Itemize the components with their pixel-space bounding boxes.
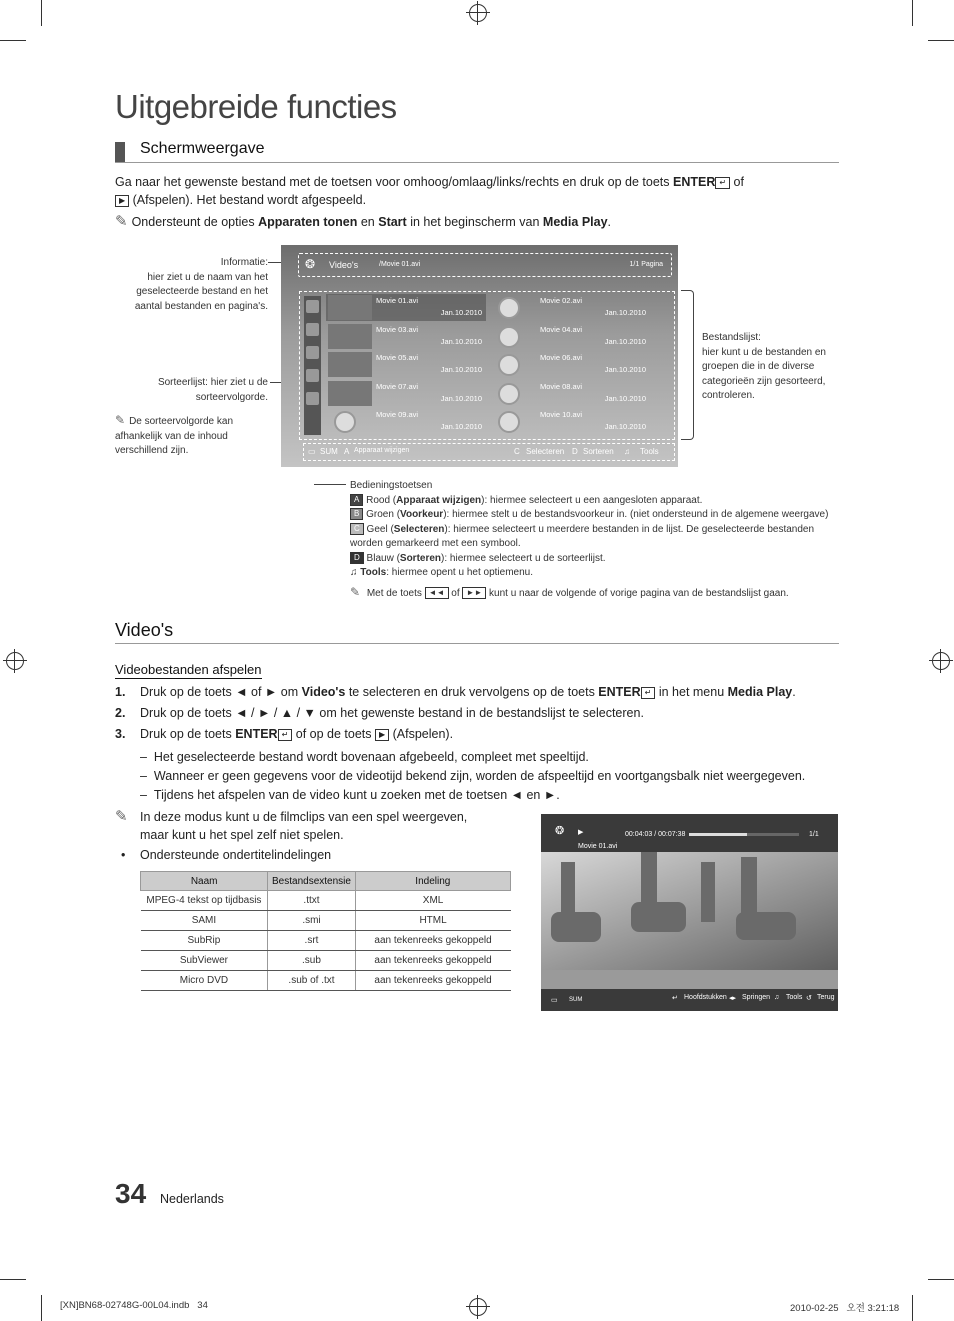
control-text: ): hiermee selecteert u meerdere bestanden in de lijst. De geselecteerde bestanden worden gemarkeerd met een symbool. (350, 523, 815, 549)
page-title: Uitgebreide functies (115, 88, 397, 125)
table-cell: SubViewer (141, 951, 268, 971)
table-cell: Micro DVD (141, 971, 268, 991)
control-text: ): hiermee selecteert u de sorteerlijst. (441, 552, 606, 564)
tools-icon[interactable]: ♫ (774, 994, 780, 1001)
tools-icon[interactable]: ♫ (624, 447, 630, 456)
section-heading-schermweergave: Schermweergave (140, 140, 265, 157)
file-item[interactable] (490, 380, 650, 407)
col-extension: Bestandsextensie (268, 872, 355, 891)
step-bold: Video's (301, 685, 346, 699)
sort-list (304, 296, 321, 435)
callout-line (314, 484, 346, 485)
control-bar (303, 443, 675, 461)
step-bold: ENTER (598, 685, 641, 699)
film-reel-icon (498, 297, 520, 319)
table-cell: SubRip (141, 931, 268, 951)
callout-sort-list: Sorteerlijst: hier ziet u de sorteervolgorde. (157, 377, 268, 403)
tools-label: Tools (640, 447, 659, 456)
col-name: Naam (141, 872, 268, 891)
file-list (299, 291, 675, 440)
dash-item: – Wanneer er geen gegevens voor de videotijd bekend zijn, worden de afspeeltijd en voortgangsbalk niet weergegeven. (140, 769, 806, 783)
control-note (350, 585, 835, 602)
file-date: Jan.10.2010 (604, 393, 646, 403)
registration-mark-icon (6, 652, 24, 670)
table-cell: .ttxt (268, 891, 355, 911)
enter-icon[interactable]: ↵ (672, 995, 678, 1002)
file-name: Movie 02.avi (540, 296, 583, 305)
sum-label: SUM (320, 447, 338, 456)
intro-text: Ga naar het gewenste bestand met de toetsen voor omhoog/omlaag/links/rechts en druk op de toets (115, 175, 673, 189)
progress-bar[interactable] (689, 833, 799, 836)
table-cell: HTML (355, 911, 510, 931)
intro-text: (Afspelen). Het bestand wordt afgespeeld. (129, 193, 367, 207)
print-file-info: [XN]BN68-02748G-00L04.indb 34 (60, 1300, 208, 1311)
table-row (141, 971, 511, 991)
a-key-icon: A (350, 494, 363, 506)
calendar-icon[interactable] (306, 346, 319, 359)
enter-key-icon: ↵ (278, 729, 293, 741)
control-tools (350, 566, 835, 581)
screen-path: /Movie 01.avi (379, 261, 421, 268)
note-pencil-icon: ✎ (350, 584, 361, 599)
film-reel-icon (498, 326, 520, 348)
red-a-button[interactable]: A (344, 447, 350, 456)
section-marker (115, 142, 125, 162)
note-media-play (115, 213, 815, 231)
note-game-clips (115, 808, 495, 864)
step-text: . (792, 685, 796, 699)
subtitle-formats-table (140, 871, 511, 991)
crop-mark (912, 1295, 913, 1321)
left-right-arrows-icon[interactable]: ◂▸ (729, 995, 737, 1002)
play-key-icon: ▶ (115, 195, 129, 207)
film-reel-icon (334, 411, 356, 433)
callout-file-list: Bestandslijst: hier kunt u de bestanden en groepen die in de diverse categorieën zijn gesorteerd, controleren. (702, 332, 826, 401)
section-heading-videos: Video's (115, 620, 174, 640)
video-player-screen (541, 814, 838, 1011)
note-text: De sorteervolgorde kan afhankelijk van de inhoud verschillend zijn. (115, 416, 234, 456)
dash-item: – Het geselecteerde bestand wordt bovenaan afgebeeld, compleet met speeltijd. (140, 750, 589, 764)
note-text: in het beginscherm van (406, 215, 543, 229)
b-key-icon: B (350, 508, 363, 520)
film-reel-icon: ❂ (555, 825, 565, 837)
note-bold: Media Play (542, 215, 608, 229)
control-green (350, 508, 835, 523)
note-text: en (357, 215, 379, 229)
crop-mark (928, 40, 954, 41)
file-item[interactable] (490, 294, 650, 321)
callout-bracket (681, 290, 694, 440)
file-date: Jan.10.2010 (440, 308, 482, 317)
step-text: Druk op de toets (140, 727, 236, 741)
star-icon[interactable] (306, 392, 319, 405)
select-label: Selecteren (526, 447, 565, 456)
sum-label: SUM (569, 997, 583, 1003)
file-date: Jan.10.2010 (440, 365, 482, 374)
table-cell: .sub (268, 951, 355, 971)
table-cell: SAMI (141, 911, 268, 931)
table-row (141, 931, 511, 951)
file-item[interactable] (490, 408, 650, 435)
dash-text: Wanneer er geen gegevens voor de videotijd bekend zijn, worden de afspeeltijd en voortgangsbalk niet weergegeven. (153, 769, 806, 783)
step-1: 1. Druk op de toets ◄ of ► om Video's te selecteren en druk vervolgens op de toets ENTER ↵ in het menu Media Play. (115, 685, 796, 699)
enter-label: ENTER (672, 175, 716, 189)
note-bold: Start (378, 215, 407, 229)
crop-mark (912, 0, 913, 26)
enter-key-icon: ↵ (715, 177, 730, 189)
table-cell: aan tekenreeks gekoppeld (355, 971, 510, 991)
table-cell: .sub of .txt (268, 971, 355, 991)
file-item[interactable] (490, 323, 650, 350)
crop-mark (0, 1279, 26, 1280)
table-cell: XML (355, 891, 510, 911)
control-bold: Selecteren (393, 523, 445, 535)
bullet-text: Ondersteunde ondertitelindelingen (140, 848, 332, 862)
file-name: Movie 10.avi (540, 410, 583, 419)
control-text: Blauw ( (363, 552, 400, 564)
giraffes-video-frame (541, 852, 838, 989)
file-item[interactable] (326, 351, 486, 378)
playback-time: 00:04:03 / 00:07:38 (625, 831, 686, 838)
crop-mark (928, 1279, 954, 1280)
control-text: of (448, 587, 463, 599)
step-2: 2. Druk op de toets ◄ / ► / ▲ / ▼ om het gewenste bestand in de bestandslijst te selecteren. (115, 706, 644, 720)
intro-text: of (730, 175, 744, 189)
registration-mark-icon (469, 4, 487, 22)
file-item[interactable] (490, 351, 650, 378)
crop-mark (0, 40, 26, 41)
control-text: Met de toets (366, 587, 425, 599)
rewind-key-icon: ◄◄ (425, 587, 449, 599)
file-date: Jan.10.2010 (604, 308, 646, 317)
file-item[interactable] (326, 294, 486, 321)
chapters-label: Hoofdstukken (684, 994, 727, 1001)
note-pencil-icon: ✎ (115, 808, 128, 825)
crop-mark (41, 0, 42, 26)
step-text: Druk op de toets ◄ / ► / ▲ / ▼ om het gewenste bestand in de bestandslijst te selecteren. (140, 706, 644, 720)
table-row (141, 891, 511, 911)
control-bold: Sorteren (399, 552, 442, 564)
tools-icon: ♫ (350, 567, 358, 578)
progress-fill (689, 833, 747, 836)
play-status-icon: ▶ (578, 829, 584, 836)
person-icon[interactable] (306, 323, 319, 336)
table-row (141, 951, 511, 971)
callout-information: Informatie: hier ziet u de naam van het geselecteerde bestand en het aantal bestanden en pagina's. (134, 257, 268, 312)
video-thumbnail (328, 324, 372, 349)
screen-page: 1/1 Pagina (629, 261, 663, 268)
d-key-icon: D (350, 552, 364, 564)
file-name: Movie 01.avi (578, 843, 618, 850)
control-text: Groen ( (363, 509, 401, 520)
file-name: Movie 05.avi (376, 353, 419, 362)
file-item[interactable] (326, 323, 486, 350)
control-text: ): hiermee stelt u de bestandsvoorkeur in. (niet ondersteund in de algemene weergave) (443, 509, 829, 520)
control-text: : hiermee opent u het optiemenu. (386, 567, 533, 578)
file-name: Movie 07.avi (376, 381, 419, 391)
yellow-c-button[interactable]: C (514, 447, 520, 456)
dash-text: Het geselecteerde bestand wordt bovenaan afgebeeld, compleet met speeltijd. (153, 750, 589, 764)
step-bold: Media Play (727, 685, 793, 699)
video-thumbnail (328, 352, 372, 377)
table-cell: aan tekenreeks gekoppeld (355, 931, 510, 951)
info-bar (298, 253, 672, 277)
table-cell: .srt (268, 931, 355, 951)
control-bold: Apparaat wijzigen (396, 494, 482, 506)
crop-mark (41, 1295, 42, 1321)
callout-sort-note (115, 413, 265, 459)
table-cell: MPEG-4 tekst op tijdbasis (141, 891, 268, 911)
note-pencil-icon: ✎ (115, 213, 128, 230)
page-language: Nederlands (160, 1192, 224, 1206)
page-number: 34 (115, 1178, 147, 1209)
return-icon[interactable]: ↺ (806, 995, 812, 1002)
step-text: of op de toets (292, 727, 375, 741)
enter-key-icon: ↵ (641, 687, 656, 699)
note-text: In deze modus kunt u de filmclips van een spel weergeven, maar kunt u het spel zelf niet spelen. (140, 810, 468, 842)
file-name: Movie 03.avi (376, 324, 419, 334)
note-text: . (607, 215, 612, 229)
sort-label: Sorteren (583, 447, 614, 456)
control-bold: Voorkeur (400, 509, 444, 520)
control-bold: Tools (360, 567, 387, 578)
note-bold: Apparaten tonen (258, 215, 358, 229)
film-reel-icon (498, 354, 520, 376)
control-yellow (350, 523, 835, 552)
col-format: Indeling (355, 872, 510, 891)
step-text: te selecteren en druk vervolgens op de toets (345, 685, 599, 699)
file-name: Movie 04.avi (540, 324, 583, 334)
control-keys-heading: Bedieningstoetsen (350, 480, 433, 491)
film-reel-icon (498, 383, 520, 405)
registration-mark-icon (469, 1298, 487, 1316)
video-thumbnail (328, 295, 372, 320)
list-icon[interactable] (306, 369, 319, 382)
blue-d-button[interactable]: D (572, 447, 578, 456)
control-text: kunt u naar de volgende of vorige pagina van de bestandslijst gaan. (486, 587, 789, 599)
skip-label: Springen (742, 994, 771, 1001)
registration-mark-icon (932, 652, 950, 670)
control-text: Geel ( (363, 523, 394, 535)
note-text: Ondersteunt de opties (131, 215, 259, 229)
back-label: Terug (817, 994, 835, 1001)
file-date: Jan.10.2010 (440, 422, 482, 431)
file-date: Jan.10.2010 (604, 422, 646, 431)
step-3: 3. Druk op de toets ENTER ↵ of op de toets ▶ (Afspelen). (115, 727, 454, 741)
folder-icon[interactable] (306, 300, 319, 313)
table-cell: aan tekenreeks gekoppeld (355, 951, 510, 971)
sum-icon: ▭ (308, 447, 316, 456)
steps-list (115, 683, 845, 804)
control-text: ): hiermee selecteert u een aangesloten apparaat. (481, 494, 703, 506)
forward-key-icon: ►► (462, 587, 486, 599)
bullet-icon: • (121, 848, 126, 862)
control-blue (350, 552, 835, 567)
c-key-icon: C (350, 523, 364, 535)
file-name: Movie 08.avi (540, 381, 583, 391)
film-reel-icon: ❂ (305, 257, 316, 271)
play-key-icon: ▶ (375, 729, 389, 741)
file-count: 1/1 (809, 831, 819, 838)
control-keys-list (350, 479, 835, 601)
file-name: Movie 09.avi (376, 410, 419, 419)
subheading-play-videos: Videobestanden afspelen (115, 662, 262, 677)
sum-icon: ▭ (551, 997, 558, 1004)
file-item[interactable] (326, 380, 486, 407)
file-date: Jan.10.2010 (440, 336, 482, 346)
tools-label: Tools (786, 994, 803, 1001)
file-date: Jan.10.2010 (604, 336, 646, 346)
video-thumbnail (328, 381, 372, 406)
section-rule (115, 162, 839, 163)
media-play-screen (281, 245, 678, 467)
file-item[interactable] (326, 408, 486, 435)
table-cell: .smi (268, 911, 355, 931)
step-text: (Afspelen). (389, 727, 454, 741)
film-reel-icon (498, 411, 520, 433)
dash-item: – Tijdens het afspelen van de video kunt u zoeken met de toetsen ◄ en ►. (140, 788, 560, 802)
file-date: Jan.10.2010 (440, 393, 482, 403)
print-date: 2010-02-25 오전 3:21:18 (790, 1303, 900, 1314)
dash-text: Tijdens het afspelen van de video kunt u zoeken met de toetsen ◄ en ►. (153, 788, 560, 802)
control-red (350, 494, 835, 509)
note-pencil-icon: ✎ (115, 413, 126, 427)
step-bold: ENTER (235, 727, 278, 741)
step-text: in het menu (655, 685, 728, 699)
control-text: Rood ( (363, 494, 397, 506)
step-text: Druk op de toets ◄ of ► om (140, 685, 302, 699)
file-name: Movie 06.avi (540, 353, 583, 362)
file-date: Jan.10.2010 (604, 365, 646, 374)
section-rule (115, 643, 839, 644)
intro-paragraph (115, 173, 815, 209)
table-row (141, 911, 511, 931)
file-name: Movie 01.avi (376, 296, 419, 305)
screen-title: Video's (329, 260, 359, 270)
change-device-label: Apparaat wijzigen (354, 447, 410, 454)
